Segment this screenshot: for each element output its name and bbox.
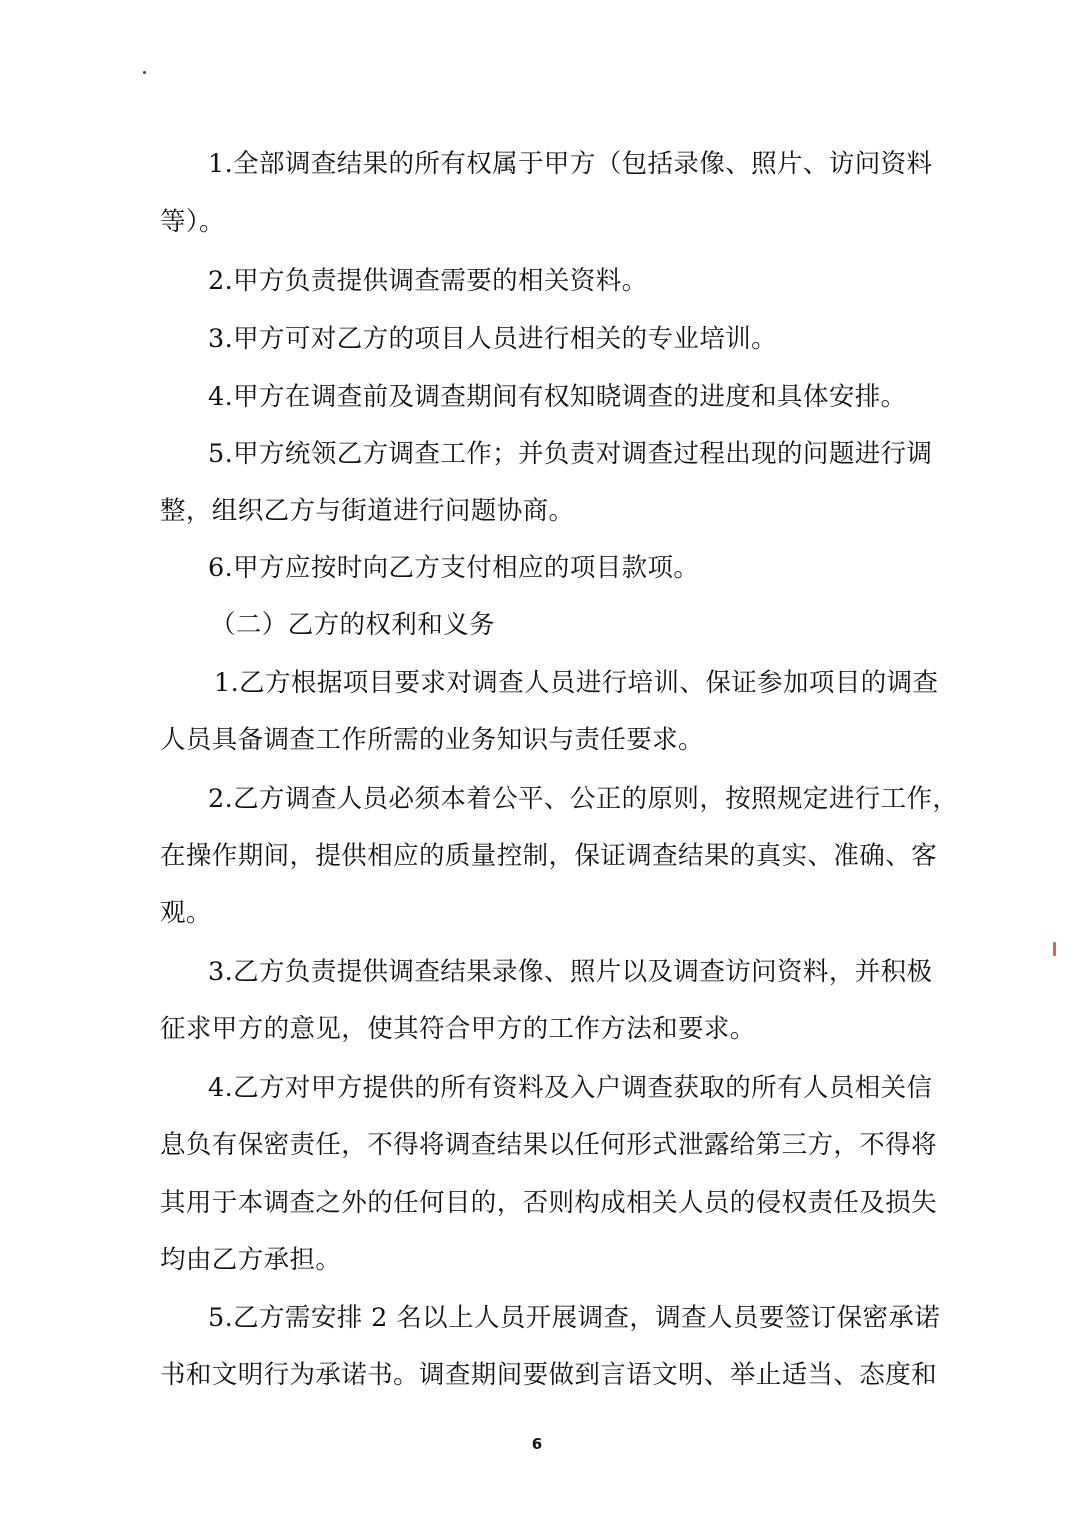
- paragraph-line: 4.甲方在调查前及调查期间有权知晓调查的进度和具体安排。: [208, 382, 907, 412]
- section-heading: （二）乙方的权利和义务: [210, 610, 495, 640]
- page-number: 6: [531, 1435, 543, 1453]
- paragraph-line: 息负有保密责任，不得将调查结果以任何形式泄露给第三方，不得将: [160, 1130, 938, 1160]
- paragraph-line: 1.全部调查结果的所有权属于甲方（包括录像、照片、访问资料: [208, 149, 933, 179]
- paragraph-line: 整，组织乙方与街道进行问题协商。: [160, 496, 575, 526]
- edge-mark: [1053, 942, 1056, 956]
- paragraph-line: 2.甲方负责提供调查需要的相关资料。: [208, 266, 648, 296]
- paragraph-line: 4.乙方对甲方提供的所有资料及入户调查获取的所有人员相关信: [208, 1073, 933, 1103]
- paragraph-line: 5.乙方需安排 2 名以上人员开展调查，调查人员要签订保密承诺: [208, 1303, 941, 1333]
- paragraph-line: 6.甲方应按时向乙方支付相应的项目款项。: [208, 553, 700, 583]
- scan-dot-mark: [143, 71, 146, 74]
- paragraph-line: 2.乙方调查人员必须本着公平、公正的原则，按照规定进行工作，: [208, 784, 959, 814]
- paragraph-line: 均由乙方承担。: [160, 1245, 342, 1275]
- paragraph-line: 人员具备调查工作所需的业务知识与责任要求。: [160, 725, 704, 755]
- paragraph-line: 1.乙方根据项目要求对调查人员进行培训、保证参加项目的调查: [214, 668, 939, 698]
- paragraph-line: 观。: [160, 898, 212, 928]
- paragraph-line: 3.甲方可对乙方的项目人员进行相关的专业培训。: [208, 324, 778, 354]
- paragraph-line: 在操作期间，提供相应的质量控制，保证调查结果的真实、准确、客: [160, 841, 938, 871]
- paragraph-line: 书和文明行为承诺书。调查期间要做到言语文明、举止适当、态度和: [160, 1360, 938, 1390]
- paragraph-line: 征求甲方的意见，使其符合甲方的工作方法和要求。: [160, 1014, 756, 1044]
- paragraph-line: 3.乙方负责提供调查结果录像、照片以及调查访问资料，并积极: [208, 957, 933, 987]
- paragraph-line: 等）。: [160, 207, 225, 237]
- paragraph-line: 其用于本调查之外的任何目的，否则构成相关人员的侵权责任及损失: [160, 1188, 938, 1218]
- paragraph-line: 5.甲方统领乙方调查工作；并负责对调查过程出现的问题进行调: [208, 439, 933, 469]
